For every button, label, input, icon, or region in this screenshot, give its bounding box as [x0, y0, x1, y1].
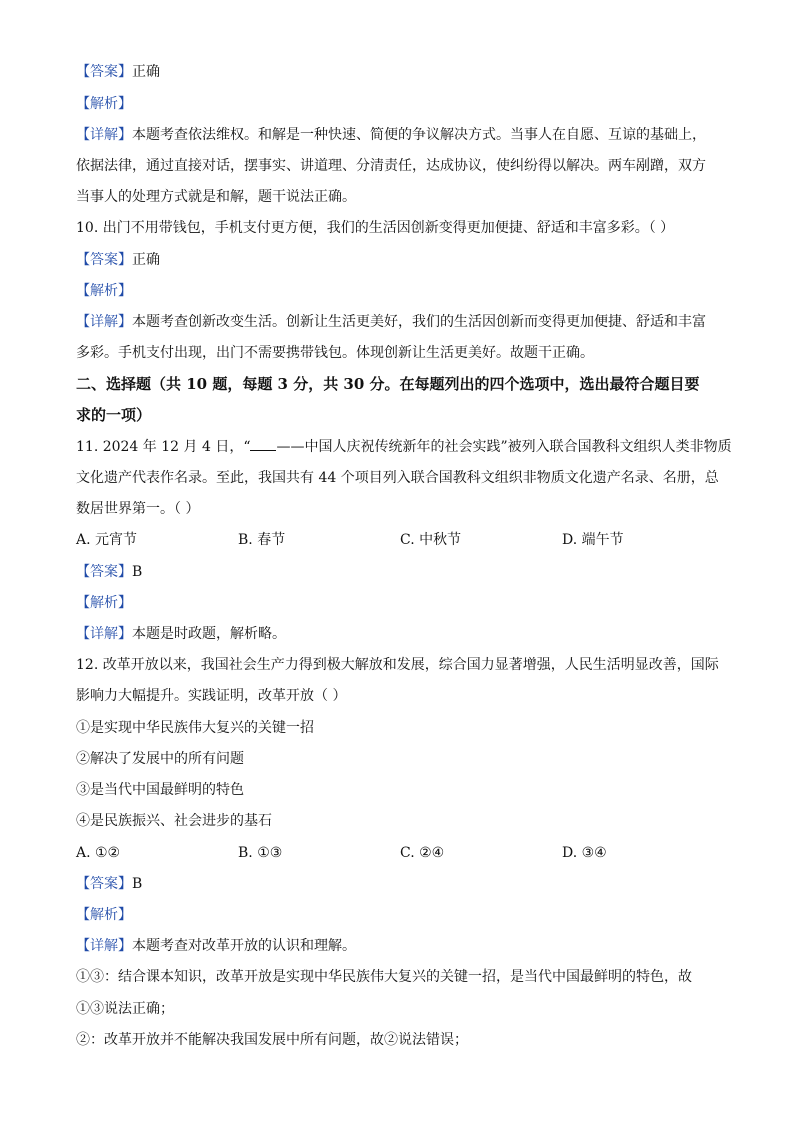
- analysis-label: 【解析】: [76, 283, 132, 299]
- q12-analysis-line: [76, 905, 132, 925]
- q11-stem-after-blank: ——中国人庆祝传统新年的社会实践”被列入联合国教科文组织人类非物质: [276, 439, 732, 455]
- q12-answer-line: [76, 874, 142, 894]
- q12-detail-line: [76, 936, 356, 956]
- q12-statement-1: ①是实现中华民族伟大复兴的关键一招: [76, 720, 314, 736]
- q11-answer-line: [76, 562, 142, 582]
- q12-stem-line-2: 影响力大幅提升。实践证明，改革开放（ ）: [76, 688, 347, 704]
- q11-blank: [250, 438, 276, 451]
- q11-answer: B: [132, 564, 143, 580]
- q11-option-b: B. 春节: [238, 532, 286, 548]
- q11-option-c: C. 中秋节: [400, 532, 462, 548]
- q11-option-d: D. 端午节: [562, 532, 624, 548]
- analysis-label: 【解析】: [76, 595, 132, 611]
- q11-detail-line: [76, 624, 286, 644]
- q11-stem-line-1: [76, 437, 732, 457]
- q10-detail-text: 本题考查创新改变生活。创新让生活更美好，我们的生活因创新而变得更加便捷、舒适和丰富: [132, 314, 706, 330]
- detail-label: 【详解】: [76, 314, 132, 330]
- section-heading-line-2: 求的一项）: [76, 406, 152, 424]
- q9-answer-line: [76, 62, 160, 82]
- answer-label: 【答案】: [76, 64, 132, 80]
- q10-analysis-line: [76, 281, 132, 301]
- q10-detail-line-1: [76, 312, 706, 332]
- q12-option-b: B. ①③: [238, 845, 283, 861]
- answer-label: 【答案】: [76, 876, 132, 892]
- q12-answer: B: [132, 876, 143, 892]
- q9-detail-text: 本题考查依法维权。和解是一种快速、简便的争议解决方式。当事人在自愿、互谅的基础上，: [132, 127, 706, 143]
- q11-stem-line-3: 数居世界第一。（ ）: [76, 501, 200, 517]
- q11-option-a: A. 元宵节: [76, 532, 138, 548]
- q9-answer: 正确: [132, 64, 160, 80]
- q12-statement-4: ④是民族振兴、社会进步的基石: [76, 813, 272, 829]
- q10-stem: 10. 出门不用带钱包，手机支付更方便，我们的生活因创新变得更加便捷、舒适和丰富多彩。（ ）: [76, 220, 675, 236]
- q12-statement-3: ③是当代中国最鲜明的特色: [76, 782, 244, 798]
- detail-label: 【详解】: [76, 938, 132, 954]
- q12-explain-line-2: ①③说法正确；: [76, 1001, 174, 1017]
- q11-detail-text: 本题是时政题，解析略。: [132, 626, 286, 642]
- q12-explain-line-3: ②：改革开放并不能解决我国发展中所有问题，故②说法错误；: [76, 1032, 468, 1048]
- detail-label: 【详解】: [76, 626, 132, 642]
- q12-option-c: C. ②④: [400, 845, 445, 861]
- section-heading-line-1: 二、选择题（共 10 题，每题 3 分，共 30 分。在每题列出的四个选项中，选出最符合题目要: [76, 375, 700, 393]
- q12-detail-text: 本题考查对改革开放的认识和理解。: [132, 938, 356, 954]
- answer-label: 【答案】: [76, 564, 132, 580]
- q9-detail-line-1: [76, 125, 706, 145]
- q12-option-d: D. ③④: [562, 845, 607, 861]
- answer-label: 【答案】: [76, 252, 132, 268]
- q11-stem-prefix: 11. 2024 年 12 月 4 日，“: [76, 439, 251, 455]
- q11-stem-line-2: 文化遗产代表作名录。至此，我国共有 44 个项目列入联合国教科文组织非物质文化遗产名录、名册，总: [76, 470, 719, 486]
- q9-detail-line-2: 依据法律，通过直接对话，摆事实、讲道理、分清责任，达成协议，使纠纷得以解决。两车剐蹭，双方: [76, 158, 706, 174]
- q9-analysis-line: [76, 94, 132, 114]
- q11-analysis-line: [76, 593, 132, 613]
- analysis-label: 【解析】: [76, 907, 132, 923]
- q9-detail-line-3: 当事人的处理方式就是和解，题干说法正确。: [76, 189, 356, 205]
- analysis-label: 【解析】: [76, 96, 132, 112]
- q12-explain-line-1: ①③：结合课本知识，改革开放是实现中华民族伟大复兴的关键一招，是当代中国最鲜明的特色，故: [76, 969, 692, 985]
- q12-statement-2: ②解决了发展中的所有问题: [76, 751, 244, 767]
- q10-detail-line-2: 多彩。手机支付出现，出门不需要携带钱包。体现创新让生活更美好。故题干正确。: [76, 345, 594, 361]
- q10-answer: 正确: [132, 252, 160, 268]
- q12-stem-line-1: 12. 改革开放以来，我国社会生产力得到极大解放和发展，综合国力显著增强，人民生活明显改善，国际: [76, 657, 719, 673]
- q10-answer-line: [76, 250, 160, 270]
- q12-option-a: A. ①②: [76, 845, 121, 861]
- detail-label: 【详解】: [76, 127, 132, 143]
